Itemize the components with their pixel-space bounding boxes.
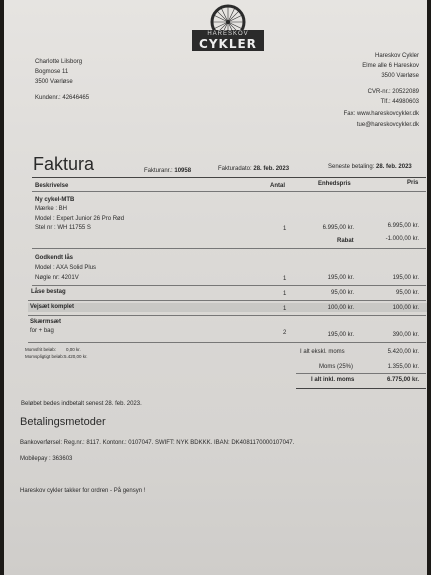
invoice-date: Fakturadato: 28. feb. 2023 <box>218 166 290 172</box>
item-lock-key: Nøgle nr: 4201V <box>35 275 79 281</box>
discount-label: Rabat <box>337 238 354 244</box>
col-description: Beskrivelse <box>35 183 69 189</box>
customer-number: Kundenr.: 42646465 <box>35 95 90 101</box>
item-bike-brand: Mærke : BH <box>35 206 68 212</box>
seller-city: 3500 Værløse <box>381 73 419 79</box>
vat-liable-note: Momspligtigt beløb:5.420,00 kr. <box>25 354 88 359</box>
item-lock-unit: 195,00 kr. <box>327 275 354 281</box>
item-tools-title: Vejsæt komplet <box>30 304 75 310</box>
invoice-title: Faktura <box>33 154 95 174</box>
title-rule <box>32 177 426 178</box>
col-price: Pris <box>407 180 419 186</box>
company-logo <box>188 2 268 52</box>
logo-main-text: CYKLER <box>192 38 264 51</box>
bike-rule <box>32 248 426 249</box>
item-fenders-title: Skærmsæt <box>30 319 62 325</box>
tools-rule <box>28 315 426 316</box>
item-mount-unit: 95,00 kr. <box>330 290 354 296</box>
item-fenders-unit: 195,00 kr. <box>327 332 354 338</box>
customer-name: Charlotte Lilsborg <box>35 59 83 65</box>
mount-rule <box>28 300 426 301</box>
customer-city: 3500 Værløse <box>35 79 73 85</box>
item-lock-model: Model : AXA Solid Plus <box>35 265 97 271</box>
item-lock-qty: 1 <box>283 276 287 282</box>
vat-free-note: Momsfrit beløb: 0,00 kr. <box>25 347 81 352</box>
payment-due: Seneste betaling: 28. feb. 2023 <box>328 164 412 170</box>
total-incl-label: I alt inkl. moms <box>311 377 355 383</box>
header-rule <box>32 191 426 192</box>
vat-value: 1.355,00 kr. <box>387 364 419 370</box>
item-fenders-qty: 2 <box>283 330 287 336</box>
invoice-number: Fakturanr.: 10958 <box>144 168 192 174</box>
payment-note: Beløbet bedes indbetalt senest 28. feb. 2023. <box>21 401 142 407</box>
item-tools-unit: 100,00 kr. <box>327 305 354 311</box>
item-tools-qty: 1 <box>283 306 287 312</box>
seller-name: Hareskov Cykler <box>374 53 419 59</box>
seller-cvr: CVR-nr.: 20522089 <box>367 89 419 95</box>
item-bike-unit: 6.995,00 kr. <box>322 225 354 231</box>
payment-methods-title: Betalingsmetoder <box>20 416 106 428</box>
logo-top-text: HARESKOV <box>192 30 264 38</box>
col-qty: Antal <box>270 183 285 189</box>
customer-street: Bogmose 11 <box>35 69 69 75</box>
item-bike-price: 6.995,00 kr. <box>387 223 419 229</box>
item-mount-price: 95,00 kr. <box>395 290 419 296</box>
item-bike-serial: Stel nr : WH 11755 S <box>35 225 91 231</box>
total-excl-value: 5.420,00 kr. <box>387 349 419 355</box>
seller-street: Elme alle 6 Hareskov <box>362 63 419 69</box>
item-tools-price: 100,00 kr. <box>392 305 419 311</box>
item-mount-qty: 1 <box>283 291 287 297</box>
item-bike-title: Ny cykel-MTB <box>35 197 75 203</box>
bank-details: Bankoverførsel: Reg.nr.: 8117. Kontonr.: 0107047. SWIFT: NYK BDKKK. IBAN: DK4081170000107047. <box>20 440 295 446</box>
vat-label: Moms (25%) <box>319 364 354 370</box>
item-fenders-price: 390,00 kr. <box>392 332 419 338</box>
item-lock-price: 195,00 kr. <box>392 275 419 281</box>
item-bike-qty: 1 <box>283 226 287 232</box>
col-unit-price: Enhedspris <box>318 181 351 187</box>
grand-total-rule <box>296 388 426 389</box>
lock-rule <box>32 285 426 286</box>
mobilepay: Mobilepay : 363603 <box>20 456 73 462</box>
invoice-page <box>4 0 427 575</box>
item-mount-title: Låse bestag <box>31 289 66 295</box>
discount-price: -1.000,00 kr. <box>385 236 419 242</box>
total-incl-value: 6.775,00 kr. <box>386 377 419 383</box>
seller-email: tue@hareskovcykler.dk <box>356 122 419 128</box>
seller-fax: Fax: www.hareskovcykler.dk <box>343 111 419 117</box>
totals-rule <box>296 373 426 374</box>
seller-phone: Tlf.: 44980603 <box>380 99 419 105</box>
fenders-rule <box>28 342 426 343</box>
tools-row-band <box>28 303 427 312</box>
item-bike-model: Model : Expert Junior 26 Pro Rød <box>35 216 125 222</box>
total-excl-label: I alt ekskl. moms <box>300 349 345 355</box>
thank-you-note: Hareskov cykler takker for ordren - På gensyn ! <box>20 488 146 494</box>
item-fenders-sub: for + bag <box>30 328 54 334</box>
item-lock-title: Godkendt lås <box>35 255 74 261</box>
